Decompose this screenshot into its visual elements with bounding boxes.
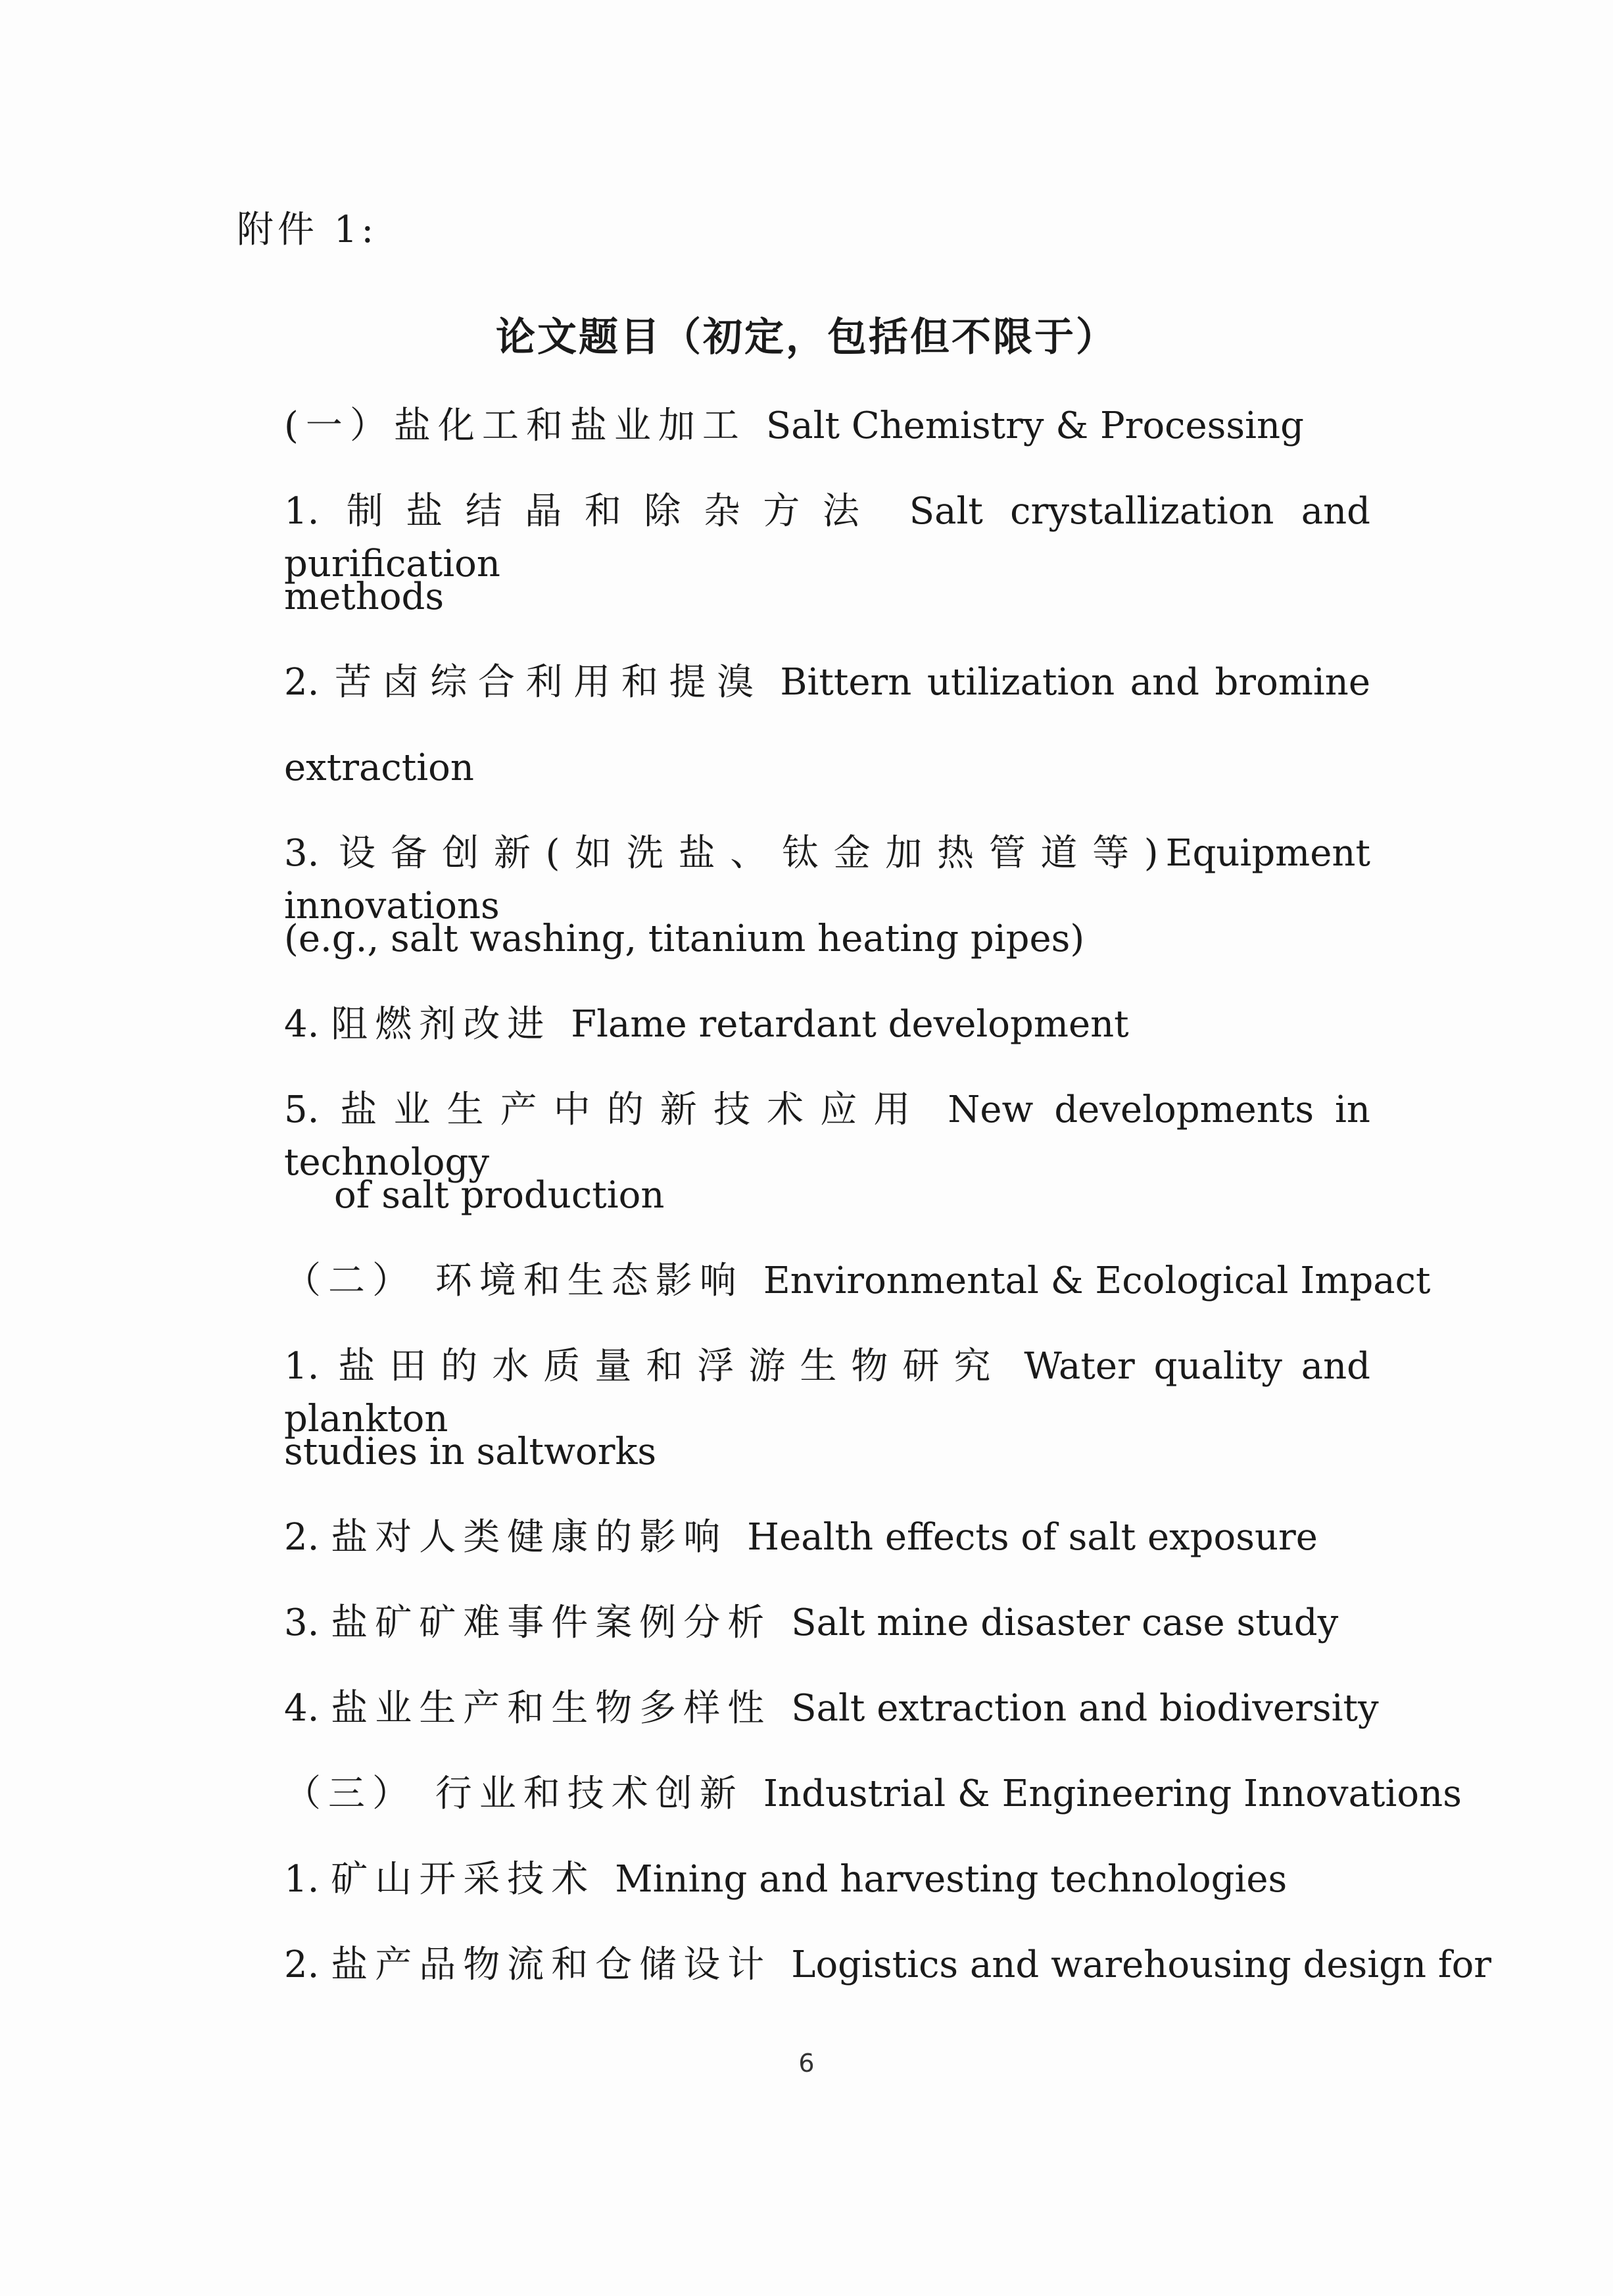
item-number: 1.	[284, 1345, 320, 1388]
item-number: 3.	[284, 1601, 320, 1644]
item-number: 4.	[284, 1687, 320, 1730]
document-title: 论文题目（初定，包括但不限于）	[496, 314, 1117, 360]
section-heading-en: Salt Chemistry & Processing	[765, 404, 1304, 447]
item-number: 5.	[284, 1088, 320, 1131]
item-title-en: Water quality and plankton	[284, 1345, 1371, 1440]
item-title-en: Salt extraction and biodiversity	[791, 1687, 1379, 1730]
item-title-en: New developments in technology	[284, 1088, 1370, 1184]
list-item	[284, 1939, 1491, 1991]
page-number: 6	[798, 2049, 815, 2078]
item-number: 1.	[284, 1858, 320, 1901]
item-title-en: Equipment innovations	[284, 832, 1370, 927]
section-heading-cn: （三） 行业和技术创新	[284, 1772, 744, 1815]
list-item-continuation: (e.g., salt washing, titanium heating pipes)	[284, 917, 1085, 960]
item-title-en: Salt crystallization and purification	[284, 490, 1371, 585]
item-title-en: Mining and harvesting technologies	[615, 1858, 1288, 1901]
list-item	[284, 1682, 1379, 1735]
section-heading-en: Environmental & Ecological Impact	[763, 1259, 1431, 1302]
list-item-continuation: extraction	[284, 746, 474, 789]
item-number: 2.	[284, 1943, 320, 1986]
item-title-en: Logistics and warehousing design for	[791, 1943, 1492, 1986]
item-title-cn: 矿山开采技术	[331, 1858, 596, 1901]
item-title-cn: 阻燃剂改进	[331, 1003, 552, 1046]
section-heading-2	[284, 1255, 1431, 1307]
section-heading-cn: （二） 环境和生态影响	[284, 1259, 744, 1302]
item-title-cn: 盐业生产中的新技术应用	[340, 1088, 927, 1131]
item-title-en: Health effects of salt exposure	[747, 1516, 1318, 1559]
item-title-en: Bittern utilization and bromine	[780, 661, 1370, 704]
list-item	[284, 485, 1370, 591]
item-title-cn: 盐矿矿难事件案例分析	[331, 1601, 772, 1644]
list-item-continuation: of salt production	[334, 1174, 665, 1217]
item-title-en: Flame retardant development	[571, 1003, 1129, 1046]
item-title-cn: 盐产品物流和仓储设计	[331, 1943, 772, 1986]
section-heading-cn: (一）盐化工和盐业加工	[284, 404, 746, 447]
attachment-label: 附件 1:	[237, 208, 378, 251]
item-number: 3.	[284, 832, 320, 875]
list-item	[284, 998, 1129, 1051]
item-number: 1.	[284, 490, 320, 533]
item-title-cn: 盐对人类健康的影响	[331, 1516, 728, 1559]
item-title-cn: 盐业生产和生物多样性	[331, 1687, 772, 1730]
item-number: 2.	[284, 661, 320, 704]
item-title-cn: 设备创新(如洗盐、钛金加热管道等)	[338, 832, 1166, 875]
item-title-en: Salt mine disaster case study	[791, 1601, 1339, 1644]
list-item	[284, 656, 1370, 709]
item-title-cn: 盐田的水质量和浮游生物研究	[338, 1345, 1005, 1388]
section-heading-3	[284, 1768, 1462, 1820]
section-heading-en: Industrial & Engineering Innovations	[763, 1772, 1462, 1815]
item-number: 4.	[284, 1003, 320, 1046]
list-item-continuation: studies in saltworks	[284, 1430, 657, 1473]
list-item-continuation: methods	[284, 575, 445, 618]
list-item	[284, 1597, 1338, 1649]
item-title-cn: 制盐结晶和除杂方法	[346, 490, 882, 533]
item-number: 2.	[284, 1516, 320, 1559]
section-heading-1	[284, 400, 1304, 452]
list-item	[284, 1511, 1318, 1564]
item-title-cn: 苦卤综合利用和提溴	[334, 661, 765, 704]
list-item	[284, 1853, 1287, 1906]
